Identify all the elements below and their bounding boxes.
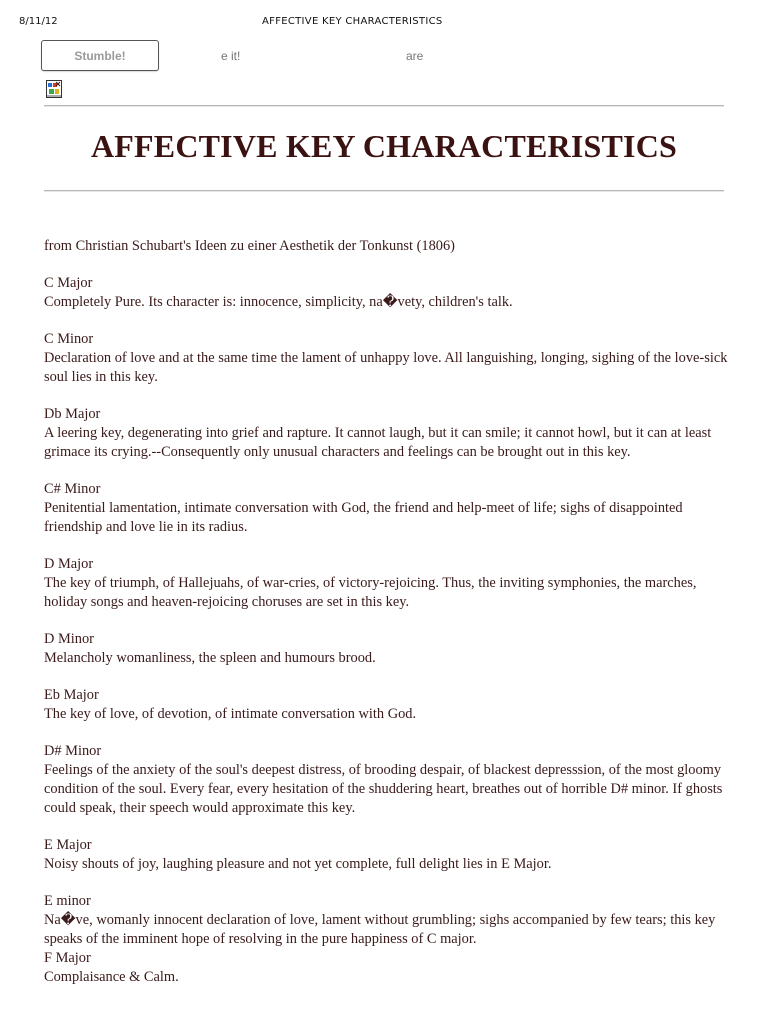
key-name: D Major [44,556,94,572]
stumble-button[interactable]: Stumble! [41,40,159,71]
key-name: C Major [44,275,93,291]
print-header-title: AFFECTIVE KEY CHARACTERISTICS [262,16,443,27]
print-date: 8/11/12 [19,16,58,27]
key-name: C Minor [44,331,94,347]
like-link-fragment[interactable]: e it! [221,49,241,63]
key-entry [44,630,728,668]
key-entry [44,742,728,818]
key-name: E minor [44,893,91,909]
intro-text: from Christian Schubart's Ideen zu einer Aesthetik der Tonkunst (1806) [44,238,455,254]
key-entry [44,274,728,312]
share-link-fragment[interactable]: are [406,49,424,63]
key-description: Declaration of love and at the same time the lament of unhappy love. All languishing, longing, sighing of the love-sick soul lies in this key. [44,350,728,385]
key-description: Penitential lamentation, intimate conversation with God, the friend and help-meet of life; sighs of disappointed friendship and love lie in its radius. [44,500,683,535]
key-list [44,237,728,1005]
key-entry [44,836,728,874]
key-entry [44,405,728,462]
key-description: The key of love, of devotion, of intimate conversation with God. [44,706,417,722]
key-name: Eb Major [44,687,99,703]
key-name: Db Major [44,406,101,422]
key-entry [44,330,728,387]
broken-image-icon [46,80,62,98]
key-name: F Major [44,950,91,966]
page-title: AFFECTIVE KEY CHARACTERISTICS [90,128,678,164]
print-header [0,16,768,32]
key-name: D# Minor [44,743,102,759]
key-description: A leering key, degenerating into grief and rapture. It cannot laugh, but it can smile; it cannot howl, but it can at least grimace its crying.--Consequently only unusual characters and feelings can be brought out in this key. [44,425,712,460]
top-divider [44,105,724,107]
key-name: C# Minor [44,481,101,497]
key-entry [44,949,728,987]
key-description: Melancholy womanliness, the spleen and humours brood. [44,650,376,666]
key-name: E Major [44,837,92,853]
key-description: Completely Pure. Its character is: innocence, simplicity, na�vety, children's talk. [44,294,513,310]
key-description: Feelings of the anxiety of the soul's deepest distress, of brooding despair, of blackest depresssion, of the most gloomy condition of the soul. Every fear, every hesitation of the shuddering heart, breathes out of horrible D# minor. If ghosts could speak, their speech would approximate this key. [44,762,723,816]
share-toolbar [41,40,741,74]
key-name: D Minor [44,631,94,647]
key-description: Complaisance & Calm. [44,969,179,985]
key-description: Noisy shouts of joy, laughing pleasure and not yet complete, full delight lies in E Major. [44,856,552,872]
key-entry [44,555,728,612]
key-entry [44,892,728,949]
key-description: The key of triumph, of Hallejuahs, of war-cries, of victory-rejoicing. Thus, the inviting symphonies, the marches, holiday songs and heaven-rejoicing choruses are set in this key. [44,575,697,610]
title-divider [44,190,724,192]
key-entry [44,480,728,537]
key-description: Na�ve, womanly innocent declaration of love, lament without grumbling; sighs accompanied by few tears; this key speaks of the imminent hope of resolving in the pure happiness of C major. [44,912,716,947]
key-entry [44,686,728,724]
